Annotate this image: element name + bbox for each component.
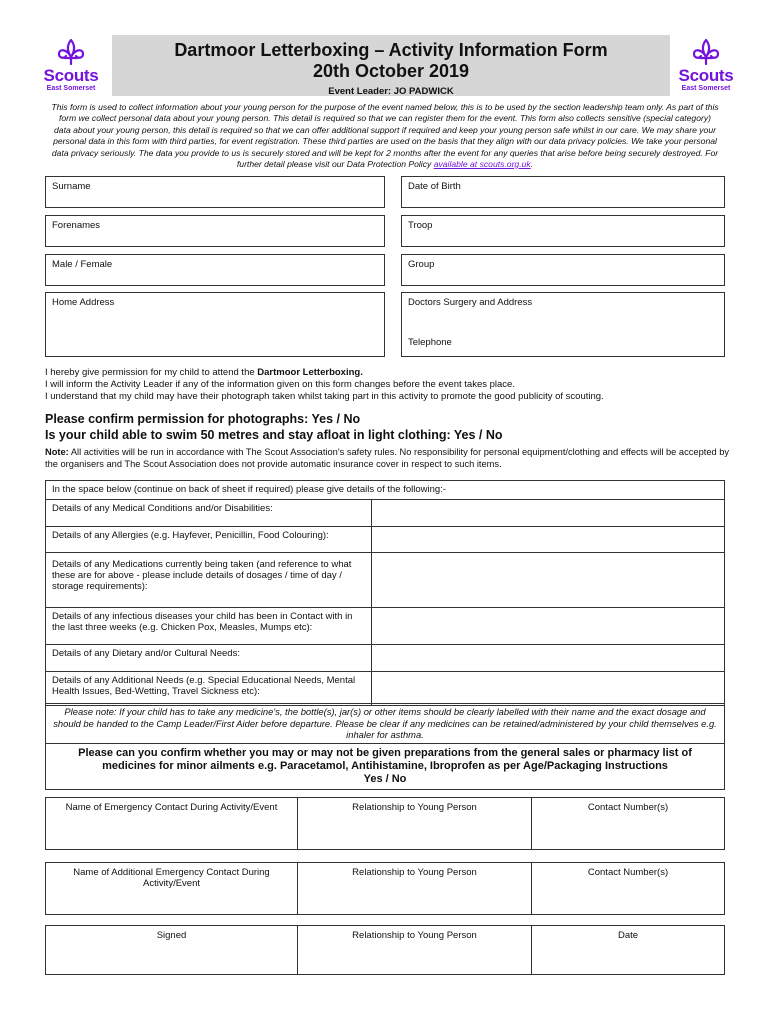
fleur-de-lis-icon bbox=[56, 38, 86, 66]
note-label: Note: bbox=[45, 447, 69, 457]
row-label: Details of any Additional Needs (e.g. Special Educational Needs, Mental Health Issues, Bed-Wetting, Travel Sickness etc): bbox=[46, 672, 372, 706]
note-text: All activities will be run in accordance with The Scout Association's safety rules. No responsibility for personal equipment/clothing and effects will be accepted by the organisers and The Scout Association does not provide automatic insurance cover in respect to such items. bbox=[45, 447, 730, 469]
row-label: Details of any Medical Conditions and/or Disabilities: bbox=[46, 500, 372, 527]
permission-line1: I hereby give permission for my child to attend the bbox=[45, 367, 258, 378]
doctors-label: Doctors Surgery and Address bbox=[408, 297, 533, 308]
row-label: Details of any Allergies (e.g. Hayfever, Penicillin, Food Colouring): bbox=[46, 527, 372, 553]
gsl-line1: Please can you confirm whether you may or may not be given preparations from the general sales or pharmacy list of bbox=[78, 747, 692, 759]
form-header bbox=[112, 35, 670, 96]
medicine-confirmation[interactable] bbox=[45, 743, 725, 790]
photo-permission[interactable]: Please confirm permission for photographs: Yes / No bbox=[45, 412, 361, 426]
forenames-field[interactable] bbox=[45, 215, 385, 247]
district-name: East Somerset bbox=[681, 85, 731, 92]
privacy-end: . bbox=[530, 159, 534, 170]
dob-label: Date of Birth bbox=[408, 181, 461, 192]
signature-table bbox=[45, 925, 725, 975]
gsl-yes-no[interactable]: Yes / No bbox=[363, 773, 407, 785]
permission-line2: I will inform the Activity Leader if any of the information given on this form changes before the event takes place. bbox=[45, 379, 515, 390]
data-protection-link[interactable]: available at scouts.org.uk bbox=[433, 159, 531, 170]
additional-relationship-cell[interactable]: Relationship to Young Person bbox=[298, 863, 532, 915]
medicine-note: Please note: If your child has to take any medicine's, the bottle(s), jar(s) or other items should be clearly labelled with their name and the exact dosage and should be handed to the Camp Leader/First Aider before departure. Please be clear if any medicines can be retained/administered by your child themselves e.g. inhaler for asthma. bbox=[45, 703, 725, 744]
table-row bbox=[46, 527, 725, 553]
swim-confirmation[interactable]: Is your child able to swim 50 metres and stay afloat in light clothing: Yes / No bbox=[45, 428, 503, 442]
troop-field[interactable] bbox=[401, 215, 725, 247]
event-name: Dartmoor Letterboxing. bbox=[257, 367, 363, 378]
forenames-label: Forenames bbox=[52, 220, 101, 231]
surname-field[interactable] bbox=[45, 176, 385, 208]
emergency-relationship-cell[interactable]: Relationship to Young Person bbox=[298, 798, 532, 850]
privacy-text: This form is used to collect information about your young person for the purpose of the event named below, this is to be used by the section leadership team only. As part of this form we collect personal data about your young person. This detail is required so that we can register them for the event. This form also collects sensitive (special category) data about your young person, this detail is required so that we can offer additional support if required and keep your young person safe whilst in our care. We may share your personal data in this form with third parties, for event registration. These third parties are used on the basis that they align with our data privacy policies. We take your personal data privacy seriously. The data you provide to us is securely stored and will be kept for 2 months after the event for any queries that arise before being securely destroyed. For further detail please visit our Data Protection Policy bbox=[51, 102, 719, 170]
row-label: Details of any Medications currently being taken (and reference to what these are for above - please include details of dosages / time of day / storage requirements): bbox=[46, 553, 372, 608]
answer-cell[interactable] bbox=[372, 500, 725, 527]
brand-name: Scouts bbox=[43, 66, 99, 85]
answer-cell[interactable] bbox=[372, 608, 725, 645]
table-row bbox=[46, 645, 725, 672]
signed-cell[interactable]: Signed bbox=[46, 926, 298, 975]
group-label: Group bbox=[408, 259, 435, 270]
row-label: Details of any infectious diseases your child has been in Contact with in the last three weeks (e.g. Chicken Pox, Measles, Mumps etc): bbox=[46, 608, 372, 645]
table-row bbox=[46, 608, 725, 645]
troop-label: Troop bbox=[408, 220, 433, 231]
group-field[interactable] bbox=[401, 254, 725, 286]
table-row bbox=[46, 553, 725, 608]
signed-relationship-cell[interactable]: Relationship to Young Person bbox=[298, 926, 532, 975]
emergency-number-cell[interactable]: Contact Number(s) bbox=[532, 798, 725, 850]
gender-label: Male / Female bbox=[52, 259, 113, 270]
brand-name: Scouts bbox=[678, 66, 734, 85]
table-row bbox=[46, 672, 725, 706]
signed-date-cell[interactable]: Date bbox=[532, 926, 725, 975]
form-title: Dartmoor Letterboxing – Activity Information Form bbox=[174, 40, 608, 60]
answer-cell[interactable] bbox=[372, 645, 725, 672]
answer-cell[interactable] bbox=[372, 553, 725, 608]
row-label: Details of any Dietary and/or Cultural Needs: bbox=[46, 645, 372, 672]
fleur-de-lis-icon bbox=[691, 38, 721, 66]
home-address-label: Home Address bbox=[52, 297, 115, 308]
surname-label: Surname bbox=[52, 181, 91, 192]
doctors-field[interactable] bbox=[401, 292, 725, 357]
home-address-field[interactable] bbox=[45, 292, 385, 357]
dob-field[interactable] bbox=[401, 176, 725, 208]
insurance-note bbox=[45, 447, 735, 470]
emergency-contact-table bbox=[45, 797, 725, 850]
event-date: 20th October 2019 bbox=[312, 61, 470, 81]
telephone-label: Telephone bbox=[408, 337, 452, 348]
answer-cell[interactable] bbox=[372, 672, 725, 706]
answer-cell[interactable] bbox=[372, 527, 725, 553]
scouts-logo-left bbox=[40, 38, 102, 93]
additional-number-cell[interactable]: Contact Number(s) bbox=[532, 863, 725, 915]
emergency-name-cell[interactable]: Name of Emergency Contact During Activity/Event bbox=[46, 798, 298, 850]
scouts-logo-right bbox=[675, 38, 737, 93]
permission-section bbox=[45, 367, 735, 444]
gender-field[interactable] bbox=[45, 254, 385, 286]
additional-contact-table bbox=[45, 862, 725, 915]
privacy-notice bbox=[50, 102, 720, 170]
table-row bbox=[46, 500, 725, 527]
details-header: In the space below (continue on back of sheet if required) please give details of the following:- bbox=[46, 481, 725, 500]
gsl-line2: medicines for minor ailments e.g. Paracetamol, Antihistamine, Ibroprofen as per Age/Packaging Instructions bbox=[102, 760, 668, 772]
details-table bbox=[45, 480, 725, 706]
permission-line3: I understand that my child may have their photograph taken whilst taking part in this activity to promote the good publicity of scouting. bbox=[45, 391, 604, 402]
additional-name-cell[interactable]: Name of Additional Emergency Contact During Activity/Event bbox=[46, 863, 298, 915]
event-leader: Event Leader: JO PADWICK bbox=[328, 86, 454, 97]
district-name: East Somerset bbox=[46, 85, 96, 92]
